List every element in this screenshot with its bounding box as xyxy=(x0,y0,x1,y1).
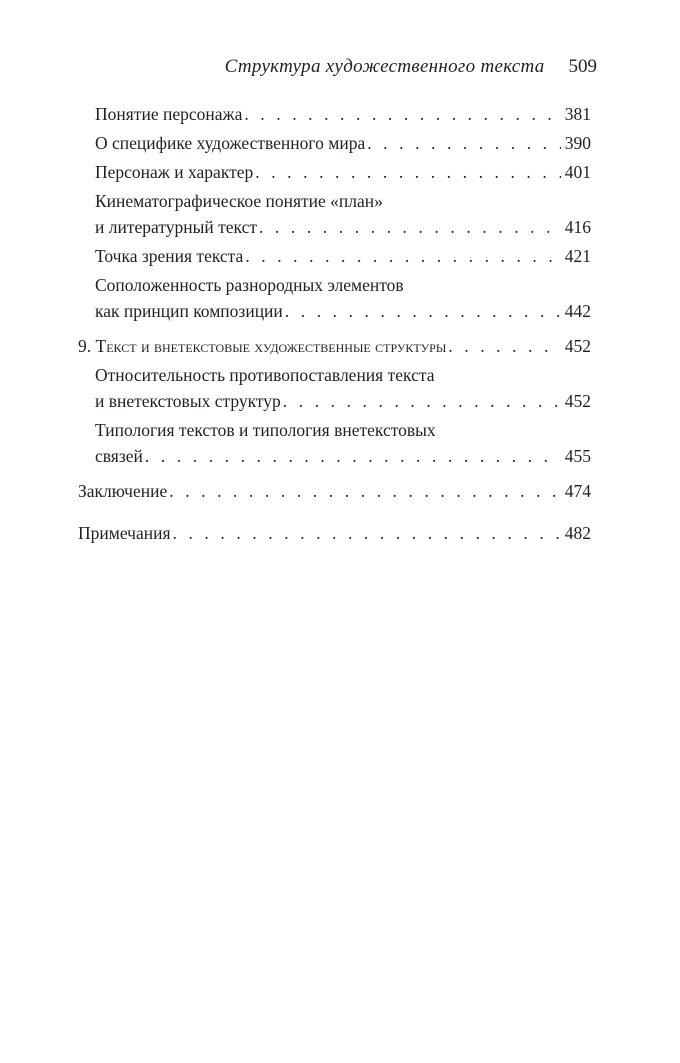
chapter-title-rest: екст и внетекстовые художественные структуры xyxy=(106,336,447,356)
dot-leader xyxy=(448,333,560,359)
toc-entry[interactable] xyxy=(78,243,591,269)
page-number: 509 xyxy=(568,56,597,77)
dot-leader xyxy=(245,243,560,269)
toc-entry-page: 442 xyxy=(564,301,591,321)
toc-entry-title: О специфике художественного мира xyxy=(95,133,366,153)
toc-entry[interactable] xyxy=(78,188,591,240)
dot-leader xyxy=(169,478,561,504)
dot-leader xyxy=(173,520,561,546)
toc-entry-title-line: Относительность противопоставления текста xyxy=(95,365,435,385)
toc-entry[interactable] xyxy=(78,520,591,546)
running-title: Структура художественного текста xyxy=(224,56,545,77)
toc-entry-title: Персонаж и характер xyxy=(95,162,254,182)
dot-leader xyxy=(367,130,561,156)
dot-leader xyxy=(255,159,560,185)
toc-chapter-title xyxy=(78,333,446,359)
toc-entry[interactable] xyxy=(78,272,591,324)
dot-leader xyxy=(283,388,561,414)
toc-entry-page: 416 xyxy=(564,217,591,237)
toc-entry-page: 452 xyxy=(564,391,591,411)
toc-entry-title-line: Типология текстов и типология внетекстовых xyxy=(95,420,436,440)
chapter-title-initial: Т xyxy=(95,336,107,356)
toc-entry[interactable] xyxy=(78,101,591,127)
toc-chapter-entry[interactable] xyxy=(78,333,591,359)
table-of-contents xyxy=(78,101,591,546)
toc-entry-page: 474 xyxy=(564,481,591,501)
toc-entry-page: 390 xyxy=(564,133,591,153)
dot-leader xyxy=(259,214,561,240)
toc-entry-title: Понятие персонажа xyxy=(95,104,243,124)
toc-entry-title-line: Соположенность разнородных элементов xyxy=(95,275,404,295)
toc-entry-page: 421 xyxy=(564,246,591,266)
dot-leader xyxy=(145,443,561,469)
toc-entry-page: 401 xyxy=(564,162,591,182)
dot-leader xyxy=(285,298,561,324)
toc-entry[interactable] xyxy=(78,417,591,469)
toc-entry-title-line: Кинематографическое понятие «план» xyxy=(95,191,383,211)
toc-entry-title: Точка зрения текста xyxy=(95,246,244,266)
chapter-number: 9. xyxy=(78,336,92,356)
toc-entry-page: 455 xyxy=(564,446,591,466)
dot-leader xyxy=(244,101,560,127)
toc-entry[interactable] xyxy=(78,478,591,504)
toc-entry[interactable] xyxy=(78,362,591,414)
toc-entry-title: Заключение xyxy=(78,481,168,501)
toc-entry-page: 452 xyxy=(564,336,591,356)
toc-entry[interactable] xyxy=(78,159,591,185)
toc-entry-title: и литературный текст xyxy=(95,217,257,237)
toc-entry-title: как принцип композиции xyxy=(95,301,283,321)
toc-entry-title: Примечания xyxy=(78,523,171,543)
running-header xyxy=(0,55,597,79)
toc-entry[interactable] xyxy=(78,130,591,156)
toc-entry-title: связей xyxy=(95,446,143,466)
toc-entry-title: и внетекстовых структур xyxy=(95,391,281,411)
toc-entry-page: 381 xyxy=(564,104,591,124)
toc-entry-page: 482 xyxy=(564,523,591,543)
